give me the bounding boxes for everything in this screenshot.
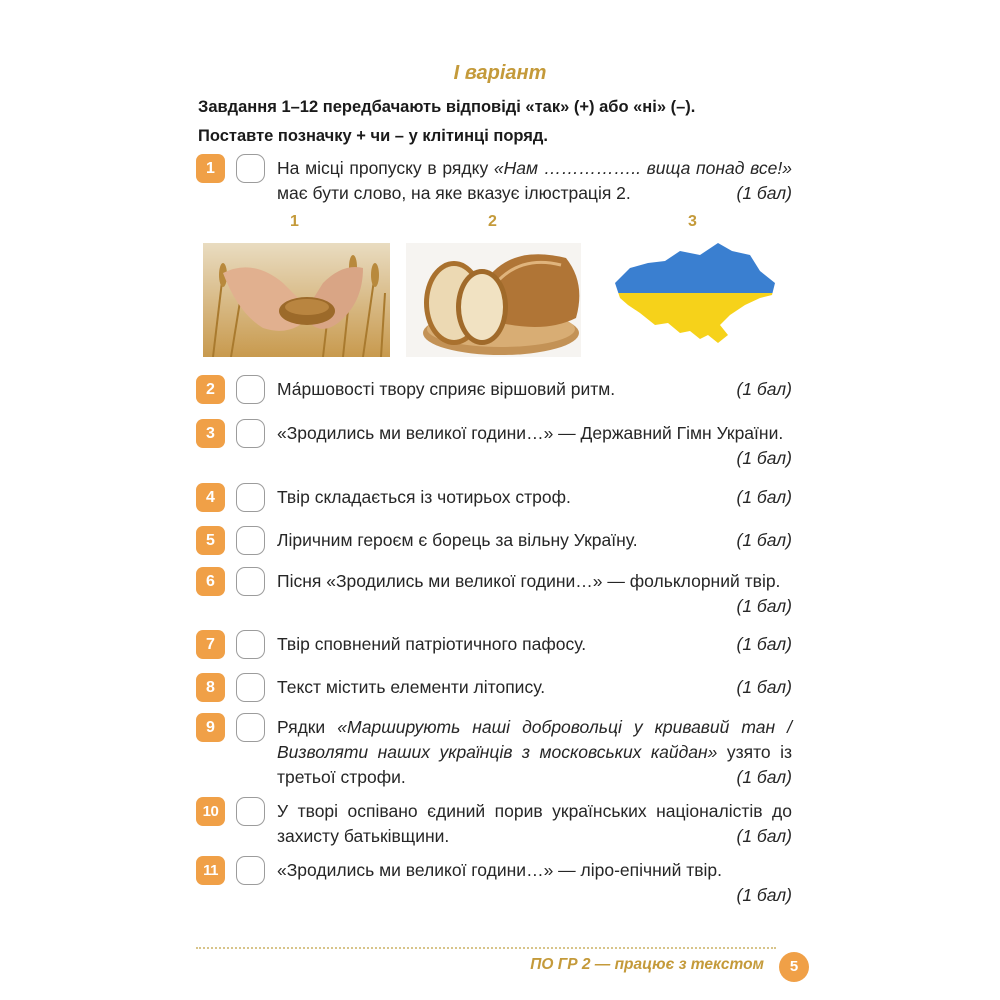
answer-box[interactable]	[236, 713, 265, 742]
answer-box[interactable]	[236, 154, 265, 183]
score: (1 бал)	[736, 885, 792, 905]
question-number: 10	[196, 797, 225, 826]
question-number: 7	[196, 630, 225, 659]
score: (1 бал)	[736, 379, 792, 399]
question-text: У творі оспівано єдиний порив українських націоналістів до захисту батьківщини. (1 бал)	[277, 799, 792, 849]
instruction-line-1: Завдання 1–12 передбачають відповіді «так» (+) або «ні» (–).	[198, 98, 696, 116]
score: (1 бал)	[736, 634, 792, 654]
question-text: Рядки «Марширують наші добровольці у кривавий тан / Визволяти наших українців з московських кайдан» узято із третьої строфи. (1 бал)	[277, 715, 792, 790]
answer-box[interactable]	[236, 483, 265, 512]
answer-box[interactable]	[236, 630, 265, 659]
question-text: (1 бал) Ма́ршовості твору сприяє віршовий ритм.	[277, 377, 792, 402]
question-number: 1	[196, 154, 225, 183]
answer-box[interactable]	[236, 419, 265, 448]
question-text: (1 бал) Твір складається із чотирьох строф.	[277, 485, 792, 510]
answer-box[interactable]	[236, 673, 265, 702]
score: (1 бал)	[736, 826, 792, 846]
question-text: «Зродились ми великої години…» — Державний Гімн України. (1 бал)	[277, 421, 792, 471]
score: (1 бал)	[736, 530, 792, 550]
question-number: 6	[196, 567, 225, 596]
answer-box[interactable]	[236, 567, 265, 596]
question-text: Пісня «Зродились ми великої години…» — фольклорний твір. (1 бал)	[277, 569, 792, 619]
instruction-line-2: Поставте позначку + чи – у клітинці поряд.	[198, 127, 548, 145]
variant-title: І варіант	[453, 62, 547, 84]
question-number: 9	[196, 713, 225, 742]
page-number: 5	[779, 952, 809, 982]
score: (1 бал)	[736, 767, 792, 787]
question-number: 2	[196, 375, 225, 404]
question-number: 5	[196, 526, 225, 555]
image-label-2: 2	[488, 213, 497, 230]
footer-text: ПО ГР 2 — працює з текстом	[530, 956, 764, 973]
ukraine-map-image	[610, 243, 785, 357]
footer-divider	[196, 947, 776, 949]
bread-image	[406, 243, 581, 357]
question-number: 8	[196, 673, 225, 702]
score: (1 бал)	[736, 677, 792, 697]
wheat-hands-image	[203, 243, 390, 357]
score: (1 бал)	[736, 183, 792, 203]
score: (1 бал)	[736, 448, 792, 468]
answer-box[interactable]	[236, 375, 265, 404]
question-text: «Зродились ми великої години…» — ліро-епічний твір. (1 бал)	[277, 858, 792, 908]
image-label-3: 3	[688, 213, 697, 230]
question-number: 3	[196, 419, 225, 448]
score: (1 бал)	[736, 487, 792, 507]
question-number: 4	[196, 483, 225, 512]
answer-box[interactable]	[236, 797, 265, 826]
question-number: 11	[196, 856, 225, 885]
question-text: На місці пропуску в рядку «Нам …………….. вища понад все!» має бути слово, на яке вказує ілюстрація 2. (1 бал)	[277, 156, 792, 206]
image-label-1: 1	[290, 213, 299, 230]
question-text: (1 бал) Ліричним героєм є борець за вільну Україну.	[277, 528, 792, 553]
question-text: (1 бал) Текст містить елементи літопису.	[277, 675, 792, 700]
question-text: (1 бал) Твір сповнений патріотичного пафосу.	[277, 632, 792, 657]
answer-box[interactable]	[236, 856, 265, 885]
answer-box[interactable]	[236, 526, 265, 555]
score: (1 бал)	[736, 596, 792, 616]
